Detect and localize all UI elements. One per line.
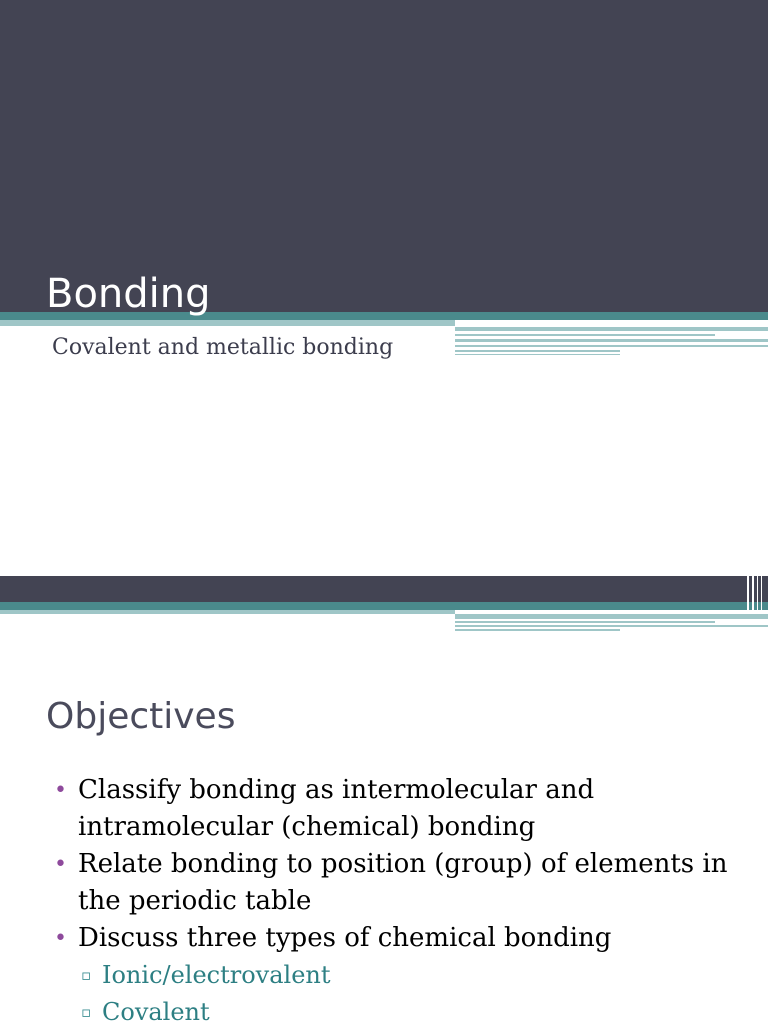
bullet-dot-icon: • [54, 926, 67, 951]
accent-stripe [455, 334, 715, 336]
slide-title: Bonding [46, 271, 211, 317]
accent-stripe [747, 576, 749, 610]
square-bullet-icon: ▫ [81, 1003, 92, 1021]
accent-stripe [455, 614, 768, 619]
square-bullet-icon: ▫ [81, 966, 92, 984]
accent-stripe [455, 625, 768, 627]
accent-stripe [455, 350, 620, 352]
list-item: • Discuss three types of chemical bonding [54, 920, 744, 957]
accent-stripe [455, 339, 768, 342]
accent-stripe [0, 610, 455, 614]
list-item: • Relate bonding to position (group) of elements in the periodic table [54, 846, 744, 920]
header-band [0, 0, 768, 312]
accent-stripe [0, 602, 768, 610]
accent-stripe [455, 345, 768, 347]
accent-stripe [455, 327, 768, 331]
accent-stripe [455, 629, 620, 631]
header-band [0, 576, 768, 602]
accent-stripe [757, 576, 758, 610]
accent-stripe [455, 621, 715, 623]
accent-stripe [761, 576, 762, 610]
accent-stripe [455, 354, 620, 355]
accent-stripe [752, 576, 754, 610]
sub-list-item: ▫ Covalent [54, 994, 744, 1024]
sub-list-item: ▫ Ionic/electrovalent [54, 957, 744, 994]
slide-title: Objectives [46, 696, 236, 737]
bullet-list [54, 772, 744, 1024]
bullet-dot-icon: • [54, 852, 67, 877]
bullet-dot-icon: • [54, 778, 67, 803]
list-item: • Classify bonding as intermolecular and intramolecular (chemical) bonding [54, 772, 744, 846]
objectives-slide [0, 576, 768, 1024]
slide-subtitle: Covalent and metallic bonding [52, 335, 394, 360]
accent-stripe [0, 320, 455, 326]
